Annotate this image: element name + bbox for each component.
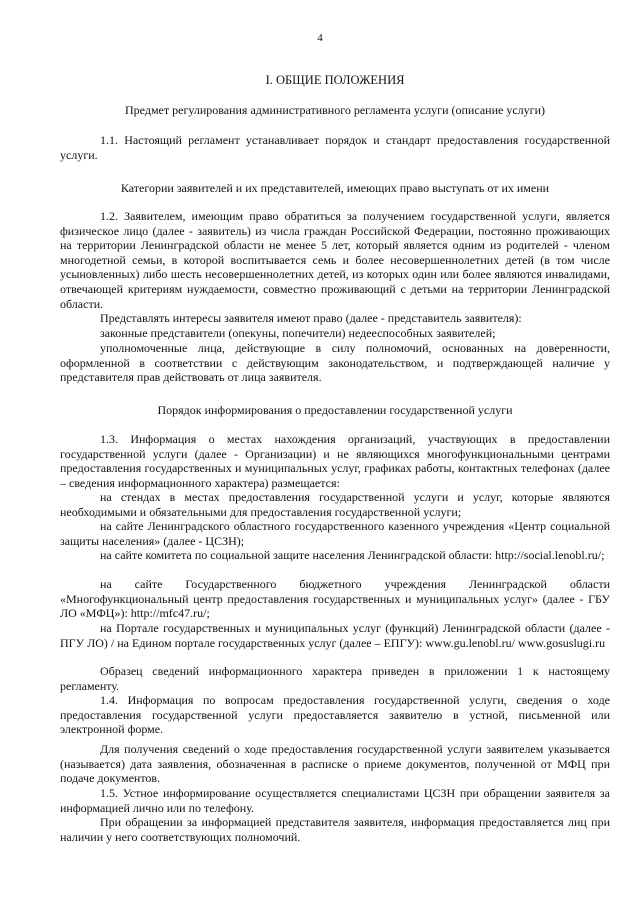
- paragraph-authorized-persons: уполномоченные лица, действующие в силу полномочий, основанных на доверенности, оформленной в соответствии с действующим законодательством, и подтверждающей наличие у представителя прав действовать от лица заявителя.: [60, 341, 610, 385]
- paragraph-representatives: Представлять интересы заявителя имеют право (далее - представитель заявителя):: [100, 311, 522, 325]
- paragraph-status-info: Для получения сведений о ходе предоставления государственной услуги заявителем указывается (называется) дата заявления, обозначенная в расписке о приеме документов, полученной от МФЦ при подаче документов.: [60, 742, 610, 786]
- paragraph-mfc-site: на сайте Государственного бюджетного учреждения Ленинградской области «Многофункциональный центр предоставления государственных и муниципальных услуг» (далее - ГБУ ЛО «МФЦ»): http://mfc47.ru/;: [60, 577, 610, 621]
- subheading-applicants: Категории заявителей и их представителей, имеющих право выступать от их имени: [120, 181, 550, 195]
- paragraph-cszn-site: на сайте Ленинградского областного государственного казенного учреждения «Центр социальной защиты населения» (далее - ЦСЗН);: [60, 519, 610, 548]
- paragraph-committee-site: на сайте комитета по социальной защите населения Ленинградской области: http://social.lenobl.ru/;: [100, 548, 605, 562]
- paragraph-representative-info: При обращении за информацией представителя заявителя, информация предоставляется лиц при наличии у него соответствующих полномочий.: [60, 815, 610, 844]
- page-number: 4: [317, 32, 323, 44]
- paragraph-1-2: 1.2. Заявителем, имеющим право обратиться за получением государственной услуги, является физическое лицо (далее - заявитель) из числа граждан Российской Федерации, постоянно проживающих на территории Ленинградской области не менее 5 лет, который является одним из родителей - членом многодетной семьи, в которой воспитывается семь и более несовершеннолетних детей (в том числе усыновленных) либо шесть несовершеннолетних детей, из которых один или более являются инвалидами, отвечающей критериям нуждаемости, совместно проживающий с детьми на территории Ленинградской области.: [60, 209, 610, 311]
- subheading-informing: Порядок информирования о предоставлении государственной услуги: [157, 403, 513, 417]
- section-heading: I. ОБЩИЕ ПОЛОЖЕНИЯ: [265, 73, 405, 87]
- paragraph-portal: на Портале государственных и муниципальных услуг (функций) Ленинградской области (далее - ПГУ ЛО) / на Едином портале государственных услуг (далее – ЕПГУ): www.gu.lenobl.ru/ www.gosuslugi.ru: [60, 621, 610, 650]
- paragraph-legal-representatives: законные представители (опекуны, попечители) недееспособных заявителей;: [100, 326, 496, 340]
- paragraph-1-1: 1.1. Настоящий регламент устанавливает порядок и стандарт предоставления государственной услуги.: [60, 133, 610, 162]
- paragraph-stands: на стендах в местах предоставления государственной услуги и услуг, которые являются необходимыми и обязательными для предоставления государственной услуги;: [60, 490, 610, 519]
- paragraph-1-3: 1.3. Информация о местах нахождения организаций, участвующих в предоставлении государственной услуги (далее - Организации) и не являющихся многофункциональными центрами предоставления государственных и муниципальных услуг, графиках работы, контактных телефонах (далее – сведения информационного характера) размещается:: [60, 432, 610, 490]
- subheading-subject: Предмет регулирования административного регламента услуги (описание услуги): [125, 103, 545, 117]
- paragraph-sample: Образец сведений информационного характера приведен в приложении 1 к настоящему регламенту.: [60, 664, 610, 693]
- paragraph-1-4: 1.4. Информация по вопросам предоставления государственной услуги, сведения о ходе предоставления государственной услуги предоставляется заявителю в устной, письменной или электронной форме.: [60, 693, 610, 737]
- paragraph-1-5: 1.5. Устное информирование осуществляется специалистами ЦСЗН при обращении заявителя за информацией лично или по телефону.: [60, 786, 610, 815]
